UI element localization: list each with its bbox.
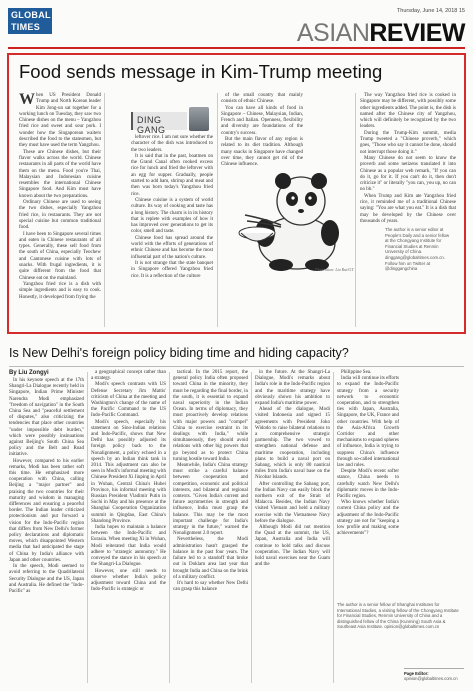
top-story-headline: Food sends message in Kim-Trump meeting (19, 61, 383, 82)
section-suffix: REVIEW (369, 19, 465, 47)
paragraph: After controlling the Sabang port, the Indian Navy can easily block the northern exit of the Strait of Malacca. Besides, the Indian Navy visited Vietnam and held a military exercise with the Vietnamese Navy before the dialogue. (255, 481, 330, 524)
paragraph: However, compared to his earlier remarks, Modi has been rather soft this time. He emphasized more cooperation with China, calling Beijing a "major partner" and praising the two countries for their maturity and wisdom in managing differences and ensuring a peaceful border. The Indian leader criticized protectionism and put forward a vision for the Indo-Pacific region that differs from New Delhi's former policy declarations and diplomatic moves, which disappointed Western media that had anticipated the stage of China by India's alliance with Japan and other countries. (9, 458, 84, 563)
second-story-column-5 (337, 370, 399, 598)
section-heading (297, 20, 465, 46)
column-divider (333, 372, 334, 683)
paragraph: It is not strange that the state banquet in Singapore offered Yangzhou fried rice. It is a reflection of the culture (131, 260, 213, 279)
paragraph: Ahead of the dialogue, Modi visited Indonesia and signed 15 agreements with President Joko Widodo to raise bilateral relations to a comprehensive strategic partnership. The two vowed to strengthen national defense and maritime cooperation, including plans to build a naval port on Sabang, which is only 80 nautical miles from India's naval base on the Nicobar Islands. (255, 407, 330, 481)
second-story-column-2 (91, 370, 166, 683)
columnist-name: DING GANG (137, 115, 166, 135)
paragraph: Although Modi did not mention the Quad at the summit, the US, Japan, Australia and India will continue to hold talks and discuss cooperation. The Indian Navy will hold naval exercises near the Guam and the (255, 525, 330, 568)
paragraph: Philippine Sea. (341, 370, 372, 375)
paragraph: The way Yangzhou fried rice is cooked in Singapore may be different, with possibly some other ingredients added. The point is, the dish is named after the Chinese city of Yangzhou, which will definitely be recognized by the two leaders. (360, 93, 457, 130)
byline: By Liu Zongyi (9, 370, 49, 376)
column-divider (104, 93, 105, 327)
paragraph: But the main flavor of any region is related to its diet tradition. Although many snacks in Singapore have changed over time, they cannot get rid of the Chinese influence. (221, 137, 303, 168)
paragraph: Ordinary Chinese are used to seeing the two dishes, especially Yangzhou fried rice, in restaurants. They are not special cuisine but common traditional food. (19, 200, 101, 231)
global-times-logo (8, 8, 52, 34)
columnist-photo (189, 107, 209, 131)
paragraph: in the future. At the Shangri-La Dialogue, Modi's remarks about India's role in the Indo-Pacific region and the maritime strategy have obviously shown his ambition to expand India's maritime power. (255, 370, 330, 407)
paragraph: Chinese food has spread around the world with the efforts of generations of ethnic Chinese and has become the most influential part of the nation's culture. (131, 235, 213, 260)
masthead (8, 8, 465, 48)
paragraph: Modi's speech, especially his statement on Sino-Indian relations and Indo-Pacific, shows that New Delhi has possibly adjusted its foreign policy back to the Nonalignment, a policy echoed in a speech by an Indian think tank in 2014. This adjustment can also be seen in Modi's informal meeting with Chinese President Xi Jinping in April in Wuhan, Central China's Hubei Province, his informal meeting with Russian President Vladimir Putin in Sochi in May and his presence at the Shanghai Cooperation Organization summit in Qingdao, East China's Shandong Province. (91, 419, 166, 524)
page-editor-email: opinion@globaltimes.com.cn (404, 676, 458, 682)
paragraph (19, 93, 101, 150)
top-story-author-bio: The author is a senior editor at People's Daily and a senior fellow at the Chongyang Institute for Financial Studies at Renmin University of China. dinggang@globaltimes.com.cn. Follow him on Twitter at @dinggangchina (385, 227, 450, 272)
top-story-column-4 (360, 93, 457, 224)
paragraph: leftover rice. I am not sure whether the character of the dish was introduced to the two leaders. (131, 135, 213, 153)
paragraph: a geographical concept rather than a strategy. (91, 370, 166, 382)
second-story-column-3 (173, 370, 248, 683)
paragraph: I have been to Singapore several times and eaten in Chinese restaurants of all types. Generally, these sell food from the south of China, especially Teochew and Cantonese cuisine with lots of snacks. With frugal ingredients, it is quite different from the food that Chinese eat on the mainland. (19, 231, 101, 281)
paragraph: In his keynote speech at the 17th Shangri-La Dialogue recently held in Singapore, Indian Prime Minister Narendra Modi emphasized "freedom of navigation" in the South China Sea and "peaceful settlement of disputes," also criticizing the tendencies that place other countries "under impossible debt burden," which were possibly insinuations against Beijing's South China Sea policy and the Belt and Road initiative. (9, 378, 84, 458)
paragraph: tactical. In the 2015 report, the general policy India often proposed toward China in the minority, they must be regarding the final border, in the south, it is essential to expand naval superiority in the Indian Ocean. In terms of diplomacy, they must proactively develop relations with major powers and "compel" China to exercise restraint in its dealings with India," while simultaneously, they should avoid relations with other big powers that go beyond as to protect China turning hostile toward India. (173, 370, 248, 462)
paragraph: It's hard to say whether New Delhi can grasp this balance (173, 580, 248, 593)
headline-rule (9, 366, 464, 367)
page-editor-note (404, 668, 464, 681)
drop-cap: W (19, 91, 35, 108)
paragraph: These are Chinese dishes, but their flavor walks across the world. Chinese restaurants in all parts of the world have them on the menu. Food you're Thai, Malaysian and Indonesian cuisine resembles the international Chinese Singapore food. And Kim must have known about the two preparations. (19, 149, 101, 199)
panda-cartoon-illustration (235, 163, 355, 273)
paragraph: Yangzhou fried rice is a dish with simple ingredients and is easy to cook. Honestly, it developed from frying the (19, 281, 101, 300)
column-divider (169, 372, 170, 683)
paragraph: of the small country that mainly consists of ethnic Chinese. (221, 93, 303, 105)
cartoon-credit: Illustration: Liu Rui/GT (315, 267, 354, 272)
top-story-column-3 (221, 93, 303, 168)
paragraph: In the speech, Modi seemed to avoid referring to the Quadrilateral Security Dialogue and the US, Japan and Australia. He defined the "Indo-Pacific" as (9, 564, 84, 594)
paragraph: However, one still needs to observe whether India's policy adjustment toward China and the Indo-Pacific is strategic or (91, 568, 166, 593)
dateline: Thursday, June 14, 2018 15 (396, 8, 465, 14)
page-editor-label: Page Editor: (404, 671, 429, 676)
column-divider (217, 93, 218, 327)
paragraph: Chinese cuisine is a system of world culture. Its way of cooking and taste has a long history. The charm is in its history that is replete with examples of how it has improved over generations to get its color, smell and taste. (131, 197, 213, 235)
paragraph: Who knows whether India's current China policy and the adjustment of the Indo-Pacific strategy are not for "keeping a low profile and making some achievements"? (337, 500, 399, 537)
paragraph: Modi's speech contrasts with US Defense Secretary Jim Mattis' criticism of China at the meeting and Washington's change of the name of the Pacific Command to the US Indo-Pacific Command. (91, 382, 166, 419)
second-story-author-bio: The author is a senior fellow of Shanghai Institutes for International Studies, a visiting fellow of the Chongyang Institute for Financial Studies, Renmin University of China and a distinguished fellow of the China (Kunming) South Asia & Southeast Asia Institute. opinion@globaltimes.com.cn (337, 602, 459, 630)
masthead-rule (8, 47, 465, 49)
paragraph: It is said that in the past, boatmen on the Grand Canal often cooked excess rice for lunch and fried the leftover with an egg for supper. Gradually, people started to add ham, shrimp and meat and then was born today's Yangzhou fried rice. (131, 153, 213, 197)
paragraph: Meanwhile, India's China strategy must strike a careful balance between cooperation and competition, economic and political interests, and bilateral and regional contexts. "Given India's current and future asymmetries in strength and influence, India must grasp the balance. This may be the most important challenge for India's strategy in the future," warned the Nonalignment 2.0 report. (173, 463, 248, 537)
columnist-tag (131, 112, 187, 135)
second-story-headline: Is New Delhi's foreign policy biding time and hiding capacity? (9, 346, 349, 360)
paragraph: India will continue its efforts to expand the Indo-Pacific strategy from a security network to economic cooperation, and to strengthen ties with Japan, Australia, Singapore, the UK, France and other countries. With help of the Asia-Africa Growth Corridor and other mechanisms to expand spheres of influence, India is trying to suppress China's influence through so-called international law and rules. (337, 376, 399, 469)
top-story-box (7, 53, 466, 334)
section-prefix: ASIAN (296, 19, 370, 47)
column-divider (87, 372, 88, 683)
paragraph: India hopes to maintain a balance between the Indo-Pacific and Eurasia. When meeting Xi in Wuhan, Modi reiterated that India would adhere to "strategic autonomy." He conveyed the stance in his speech at the Shangri-La Dialogue. (91, 525, 166, 568)
paragraph: Despite Modi's recent softer stance, China needs to carefully watch New Delhi's diplomatic moves in the Indo-Pacific region. (337, 469, 399, 500)
paragraph: You can have all kinds of food in Singapore – Chinese, Malaysian, Indian, French and Italian. Openness, flexibility and diversity are foundations of the country's success. (221, 105, 303, 136)
paragraph: During the Trump-Kim summit, media Trump tweeted a "Chinese proverb," which goes, "Those who say it cannot be done, should not interrupt those doing it." (360, 130, 456, 155)
column-divider (251, 372, 252, 683)
paragraph-text: hen US President Donald Trump and North Korean leader Kim Jong-un sat together for a working lunch on Tuesday, they saw two Chinese dishes on the menu – Yangzhou fried rice and sweet and sour pork. I wonder how the Singaporean waiters described the food to the statesmen, but they must have used the term Yangzhou. (19, 93, 101, 149)
logo-line-2: TIMES (11, 22, 41, 32)
second-story-column-1 (9, 378, 84, 683)
column-divider (355, 93, 356, 327)
paragraph: Nevertheless, the Modi administration hasn't grasped the balance in the past four years. The failure led to a standoff that broke out in Doklam area last year that brought India and China on the brink of a military conflict. (173, 537, 248, 580)
top-story-column-1 (19, 93, 101, 327)
logo-line-1: GLOBAL (11, 10, 51, 20)
paragraph: When Trump and Kim ate Yangzhou fried rice, it reminded me of a traditional Chinese saying: "You are what you eat." It is a dish that may be developed by the Chinese over thousands of years. (360, 193, 456, 224)
second-story-column-4 (255, 370, 330, 683)
paragraph: Many Chinese do not seem to know the proverb and some netizens translated it into Chinese as a popular web remark, "If you can do it, go for it. If you can't do it, then don't criticize it" or literally "you can, you up, no can no bb." (360, 155, 456, 193)
top-story-column-2 (131, 135, 213, 327)
